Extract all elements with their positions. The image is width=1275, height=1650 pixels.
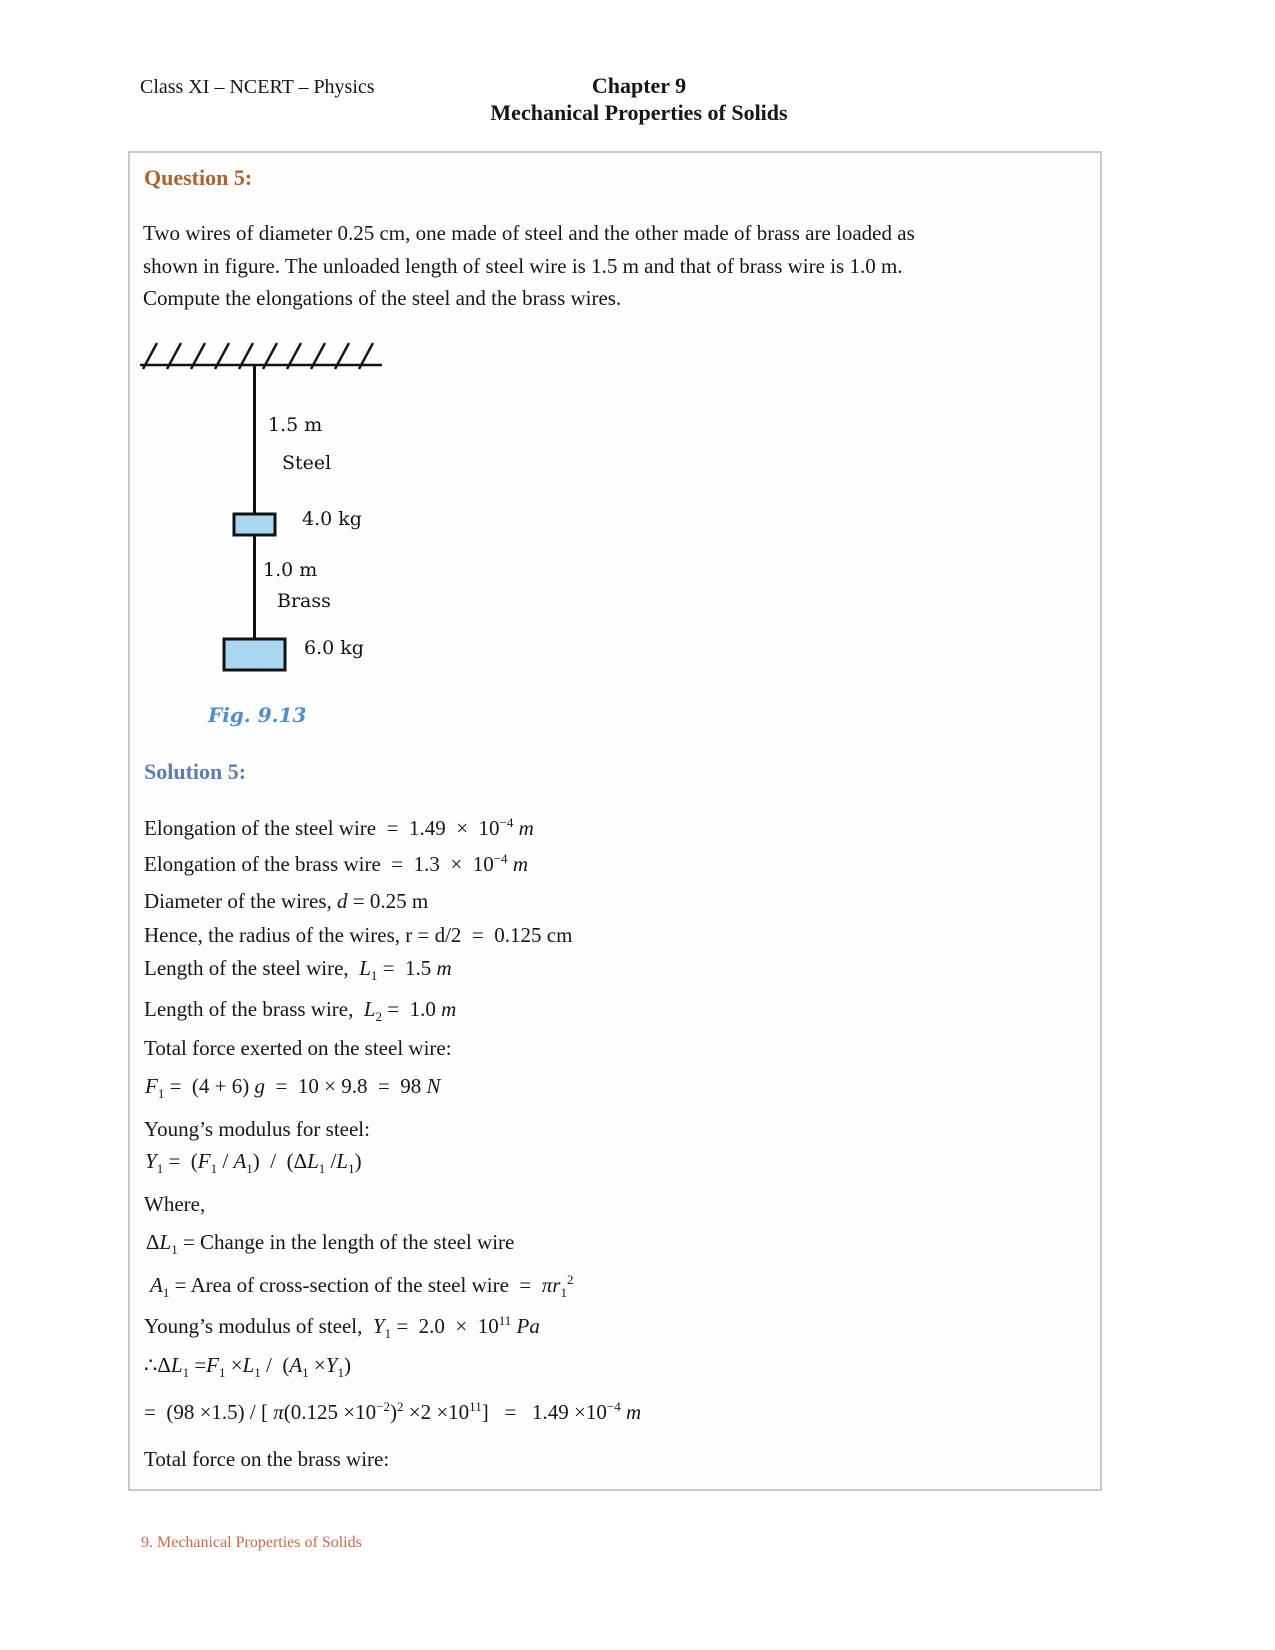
solution-line: Hence, the radius of the wires, r = d/2 = 0.125 cm xyxy=(144,923,573,947)
figure-label-steel-length: 1.5 m xyxy=(268,414,323,436)
solution-line: Young’s modulus for steel: xyxy=(144,1117,370,1141)
question-heading: Question 5: xyxy=(144,165,253,190)
question-line: Two wires of diameter 0.25 cm, one made of steel and the other made of brass are loaded as xyxy=(143,221,915,245)
solution-line: Diameter of the wires, d = 0.25 m xyxy=(144,889,429,913)
ceiling-hatch-icon xyxy=(140,343,382,369)
solution-line: Length of the brass wire, $L_2 = 1.0$ m xyxy=(144,997,457,1024)
course-label: Class XI – NCERT – Physics xyxy=(140,76,375,98)
solution-line: Total force exerted on the steel wire: xyxy=(144,1036,452,1060)
solution-line: $A_1$ = Area of cross-section of the steel wire = $\pi r_1^2$ xyxy=(150,1272,574,1300)
figure-label-brass-length: 1.0 m xyxy=(263,559,318,581)
figure-label-weight-6kg: 6.0 kg xyxy=(304,637,364,659)
solution-line: Where, xyxy=(144,1192,206,1216)
question-text xyxy=(143,217,915,315)
solution-line: $F_1 = (4 + 6) g = 10 \times 9.8 = 98$ N xyxy=(145,1074,441,1101)
figure-diagram xyxy=(130,336,410,681)
figure-label-brass: Brass xyxy=(277,590,331,612)
solution-line: Elongation of the steel wire = $1.49 \times 10^{-4}$ m xyxy=(144,815,534,840)
chapter-heading xyxy=(490,72,787,126)
solution-line: Total force on the brass wire: xyxy=(144,1447,390,1471)
solution-line: Young’s modulus of steel, $Y_1 = 2.0 \times 10^{11}$ Pa xyxy=(144,1313,540,1341)
solution-line: = (98 ×1.5) / [ $\pi(0.125 \times 10^{-2})^2 \times 2 \times 10^{11}] = 1.49 \times 10^{-4}$ m xyxy=(144,1399,642,1424)
solution-line: $Y_1 = (F_1 / A_1) / (\Delta L_1$ $/L_1$) xyxy=(145,1149,362,1176)
weight-6kg xyxy=(224,639,285,670)
question-line: shown in figure. The unloaded length of steel wire is 1.5 m and that of brass wire is 1.0 m. xyxy=(143,253,903,278)
content-card xyxy=(128,151,1102,1491)
figure-label-steel: Steel xyxy=(282,452,332,474)
solution-heading: Solution 5: xyxy=(144,759,247,784)
chapter-number: Chapter 9 xyxy=(591,73,687,98)
solution-line: $\Delta L_1$ = Change in the length of the steel wire xyxy=(146,1230,515,1257)
solution-line: Length of the steel wire, $L_1 = 1.5$ m xyxy=(144,956,452,983)
solution-line: $\therefore\Delta L_1 =F_1 \times L_1 / (A_1 \times Y_1)$ xyxy=(144,1353,351,1380)
solution-line: Elongation of the brass wire = $1.3 \times 10^{-4}$ m xyxy=(144,851,528,876)
question-line: Compute the elongations of the steel and the brass wires. xyxy=(143,286,622,310)
figure-label-weight-4kg: 4.0 kg xyxy=(302,508,362,530)
chapter-title: Mechanical Properties of Solids xyxy=(490,100,788,125)
page-footer: 9. Mechanical Properties of Solids xyxy=(141,1534,362,1551)
figure-caption: Fig. 9.13 xyxy=(208,703,307,727)
weight-4kg xyxy=(234,514,275,535)
